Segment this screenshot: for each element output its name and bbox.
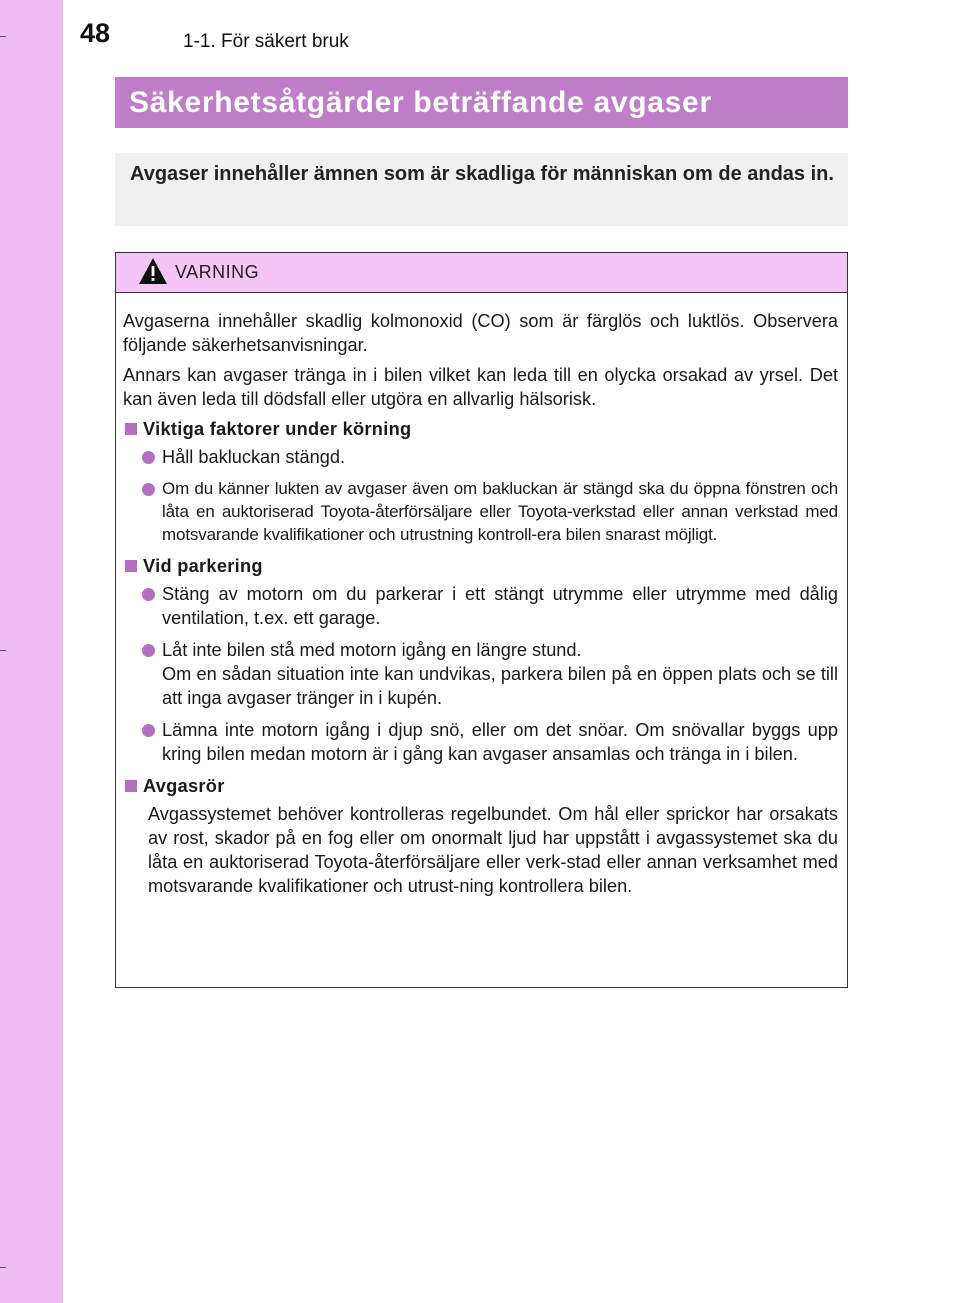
crop-mark	[0, 36, 6, 37]
list-item-continuation: Om en sådan situation inte kan undvikas, parkera bilen på en öppen plats och se till att inga avgaser tränger in i kupén.	[162, 664, 838, 708]
warning-paragraph: Annars kan avgaser tränga in i bilen vilket kan leda till en olycka orsakad av yrsel. Det kan även leda till dödsfall eller utgöra en allvarlig hälsorisk.	[123, 365, 838, 409]
circle-bullet-icon	[142, 644, 155, 657]
crop-mark	[0, 650, 6, 651]
list-item-text: Om du känner lukten av avgaser även om bakluckan är stängd ska du öppna fönstren och låta en auktoriserad Toyota-återförsäljare eller Toyota-verkstad eller annan verkstad med motsvarande kvalifikationer och utrustning kontroll-era bilen snarast möjligt.	[162, 479, 838, 544]
warning-label: VARNING	[175, 262, 260, 282]
warning-box	[115, 252, 848, 988]
list-item-text: Lämna inte motorn igång i djup snö, eller om det snöar. Om snövallar byggs upp kring bilen medan motorn är i gång kan avgaser ansamlas och tränga in i bilen.	[162, 720, 838, 764]
section-heading	[123, 774, 838, 798]
list-item	[123, 445, 838, 469]
section-heading	[123, 417, 838, 441]
crop-mark	[0, 1267, 6, 1268]
warning-body	[116, 293, 847, 898]
intro-box	[115, 153, 848, 226]
square-bullet-icon	[125, 423, 137, 435]
title-bar	[115, 77, 848, 128]
intro-text: Avgaser innehåller ämnen som är skadliga för människan om de andas in.	[130, 163, 834, 185]
list-item-text: Stäng av motorn om du parkerar i ett stängt utrymme eller utrymme med dålig ventilation, t.ex. ett garage.	[162, 584, 838, 628]
circle-bullet-icon	[142, 451, 155, 464]
square-bullet-icon	[125, 780, 137, 792]
section-text: Avgassystemet behöver kontrolleras regelbundet. Om hål eller sprickor har orsakats av rost, skador på en fog eller om onormalt ljud har uppstått i avgassystemet ska du låta en auktoriserad Toyota-återförsäljare eller verk-stad eller annan verksamhet med motsvarande kvalifikationer och utrust-ning kontrollera bilen.	[148, 804, 838, 896]
page-number: 48	[80, 18, 111, 48]
list-item-text: Håll bakluckan stängd.	[162, 447, 345, 467]
warning-triangle-icon	[138, 257, 168, 285]
list-item	[123, 638, 838, 710]
list-item	[123, 582, 838, 630]
section-heading-text: Avgasrör	[143, 776, 225, 796]
circle-bullet-icon	[142, 588, 155, 601]
square-bullet-icon	[125, 560, 137, 572]
circle-bullet-icon	[142, 483, 155, 496]
list-item	[123, 718, 838, 766]
warning-paragraph: Avgaserna innehåller skadlig kolmonoxid (CO) som är färglös och luktlös. Observera följande säkerhetsanvisningar.	[123, 311, 838, 355]
circle-bullet-icon	[142, 724, 155, 737]
section-heading-text: Vid parkering	[143, 556, 263, 576]
side-band	[0, 0, 63, 1303]
warning-header	[116, 253, 847, 293]
list-item-line: Låt inte bilen stå med motorn igång en längre stund.	[162, 640, 582, 660]
section-heading	[123, 554, 838, 578]
list-item	[123, 477, 838, 546]
section-heading-text: Viktiga faktorer under körning	[143, 419, 412, 439]
page-title: Säkerhetsåtgärder beträffande avgaser	[129, 86, 712, 119]
section-label: 1-1. För säkert bruk	[183, 31, 349, 52]
list-item-text	[162, 638, 838, 710]
